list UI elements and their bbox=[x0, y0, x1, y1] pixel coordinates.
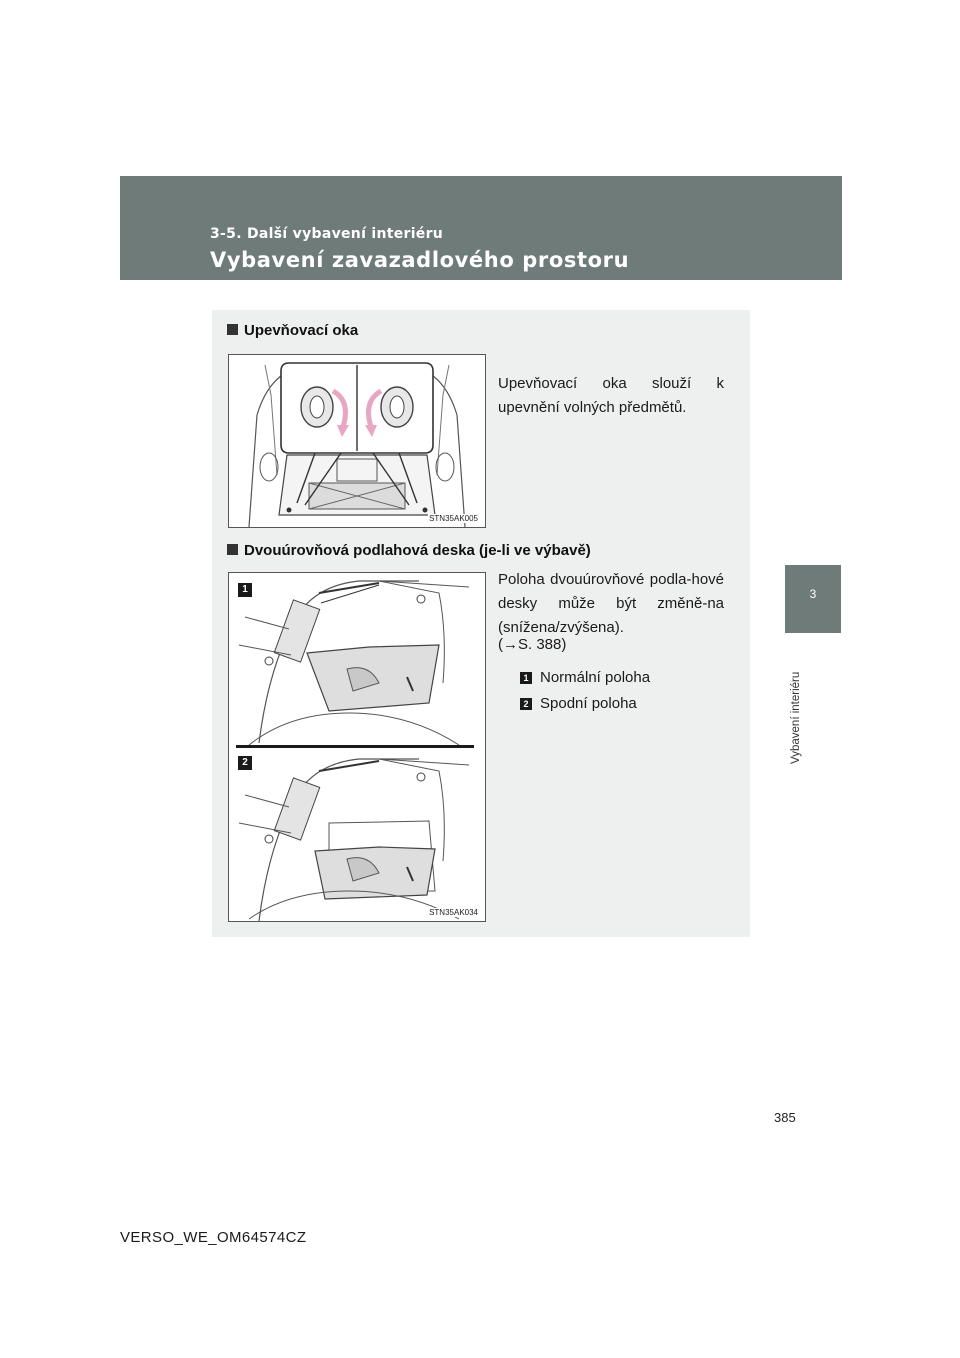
trunk-rear-view-illustration bbox=[229, 355, 485, 527]
legend-item-lower bbox=[520, 695, 637, 712]
figure-code: STN35AK034 bbox=[429, 908, 478, 917]
deck-board-normal-position bbox=[239, 581, 469, 745]
figure-tie-down-hooks bbox=[228, 354, 486, 528]
figure-code: STN35AK005 bbox=[429, 514, 478, 523]
figure-divider bbox=[236, 745, 474, 748]
chapter-label: Vybavení interiéru bbox=[790, 671, 802, 764]
legend-badge: 2 bbox=[520, 698, 532, 710]
legend-label: Normální poloha bbox=[540, 669, 651, 686]
block-heading-deck-board bbox=[227, 542, 591, 559]
bullet-square-icon bbox=[227, 544, 238, 555]
chapter-number: 3 bbox=[809, 587, 817, 601]
document-code: VERSO_WE_OM64574CZ bbox=[120, 1229, 307, 1246]
page-reference[interactable]: (→S. 388) bbox=[498, 636, 567, 653]
legend-item-normal bbox=[520, 669, 650, 686]
figure-badge-1: 1 bbox=[238, 583, 252, 597]
legend-label: Spodní poloha bbox=[540, 695, 637, 712]
header-band bbox=[120, 176, 842, 280]
block-heading-text: Upevňovací oka bbox=[244, 322, 359, 339]
bullet-square-icon bbox=[227, 324, 238, 335]
deck-board-lower-position bbox=[239, 759, 469, 921]
page-number: 385 bbox=[774, 1110, 796, 1125]
legend-badge: 1 bbox=[520, 672, 532, 684]
chapter-label-container bbox=[790, 634, 806, 764]
page-title: Vybavení zavazadlového prostoru bbox=[210, 248, 630, 272]
section-label: 3-5. Další vybavení interiéru bbox=[210, 226, 444, 242]
figure-badge-2: 2 bbox=[238, 756, 252, 770]
tie-down-hooks-description: Upevňovací oka slouží k upevnění volných předmětů. bbox=[498, 375, 724, 416]
chapter-tab[interactable] bbox=[785, 565, 841, 633]
block-heading-tie-down-hooks bbox=[227, 322, 358, 339]
deck-board-description: Poloha dvouúrovňové podla-hové desky může být změně-na (snížena/zvýšena). bbox=[498, 571, 724, 636]
block-heading-text: Dvouúrovňová podlahová deska (je-li ve výbavě) bbox=[244, 542, 591, 559]
